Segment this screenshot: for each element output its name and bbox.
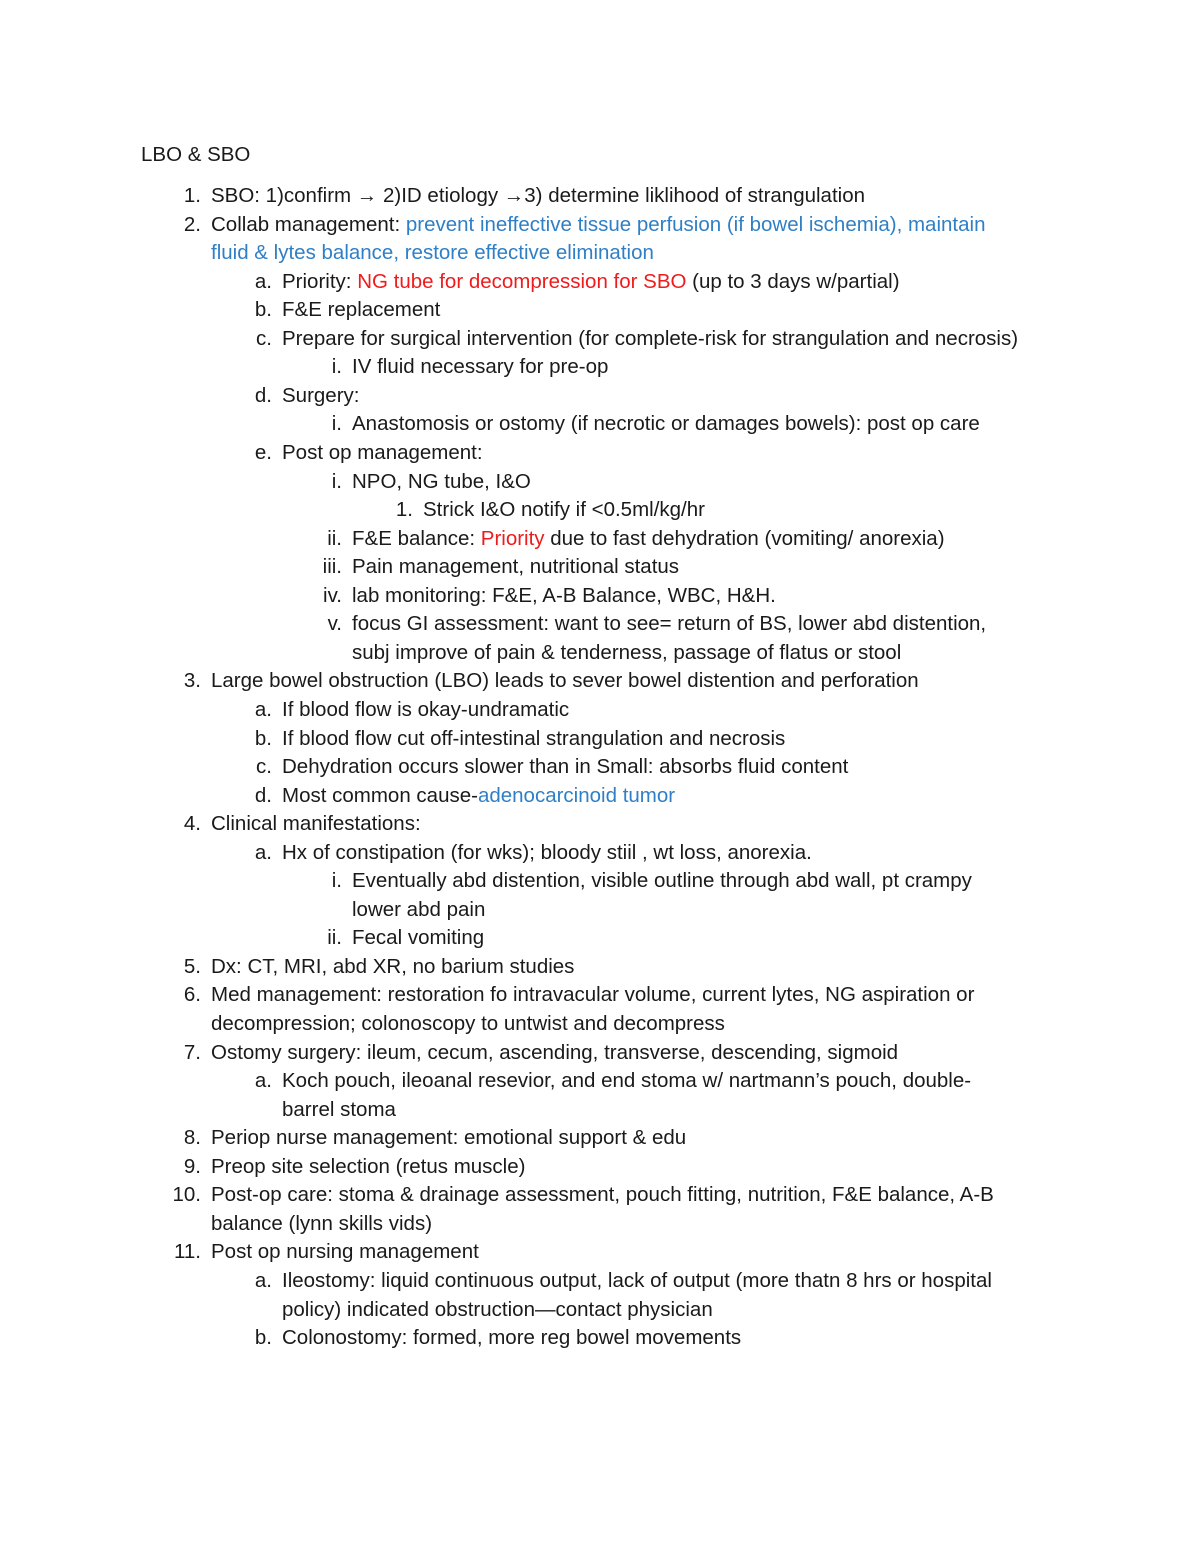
list-marker: ii. <box>327 526 342 550</box>
highlighted-text-red: Priority <box>480 526 545 550</box>
outline-item-level-3 <box>327 610 987 638</box>
text-segment: Anastomosis or ostomy (if necrotic or damages bowels): post op care <box>352 412 980 436</box>
outline-item-level-3 <box>331 410 980 438</box>
text-segment: Med management: restoration fo intravacular volume, current lytes, NG aspiration or <box>211 983 975 1007</box>
outline-item-level-2 <box>254 782 676 810</box>
outline-item-level-2 <box>254 1067 972 1095</box>
text-segment: (up to 3 days w/partial) <box>686 269 900 293</box>
text-segment: NPO, NG tube, I&O <box>352 469 531 493</box>
list-marker: d. <box>254 783 272 807</box>
text-segment: barrel stoma <box>282 1097 396 1121</box>
list-marker: i. <box>331 469 342 493</box>
outline-item-level-2 <box>254 839 812 867</box>
list-marker: 2. <box>183 212 201 236</box>
text-segment: Preop site selection (retus muscle) <box>211 1154 526 1178</box>
list-marker: 4. <box>183 812 201 836</box>
list-marker: a. <box>254 1268 272 1292</box>
text-segment: Colonostomy: formed, more reg bowel movements <box>282 1326 742 1349</box>
text-segment: If blood flow is okay-undramatic <box>282 697 570 721</box>
list-marker: d. <box>254 383 272 407</box>
text-segment: lab monitoring: F&E, A-B Balance, WBC, H&H. <box>352 583 776 607</box>
outline-item-level-2 <box>254 382 360 410</box>
outline-item-level-1 <box>174 1238 479 1266</box>
text-segment: F&E replacement <box>282 298 441 322</box>
text-segment: focus GI assessment: want to see= return of BS, lower abd distention, <box>352 612 987 636</box>
text-segment: Clinical manifestations: <box>211 812 421 836</box>
list-marker: b. <box>254 298 272 322</box>
outline-item-level-2 <box>256 325 1019 353</box>
list-marker: 9. <box>183 1154 201 1178</box>
list-marker: 10. <box>172 1183 201 1207</box>
outline-item-level-4 <box>395 496 705 524</box>
text-segment: subj improve of pain & tenderness, passage of flatus or stool <box>352 640 902 664</box>
outline-item-level-3 <box>327 924 485 952</box>
text-segment: Prepare for surgical intervention (for complete-risk for strangulation and necrosis) <box>282 326 1019 350</box>
outline-item-level-2 <box>254 439 483 467</box>
highlighted-text-blue: prevent ineffective tissue perfusion (if bowel ischemia), maintain <box>405 212 986 236</box>
outline-item-level-3 <box>352 639 901 667</box>
highlighted-text-blue: fluid & lytes balance, restore effective elimination <box>211 241 654 265</box>
text-segment: Large bowel obstruction (LBO) leads to sever bowel distention and perforation <box>211 669 919 693</box>
text-segment: Dehydration occurs slower than in Small: absorbs fluid content <box>282 755 849 778</box>
list-marker: 11. <box>174 1240 201 1264</box>
text-segment: Most common cause- <box>282 783 478 807</box>
text-segment: Dx: CT, MRI, abd XR, no barium studies <box>211 954 575 978</box>
text-segment: due to fast dehydration (vomiting/ anorexia) <box>544 526 945 550</box>
list-marker: 6. <box>183 983 201 1007</box>
outline-item-level-2 <box>256 753 849 781</box>
outline-item-level-1 <box>211 1010 725 1038</box>
list-marker: 3. <box>183 669 201 693</box>
outline-item-level-3 <box>323 582 776 610</box>
outline-item-level-2 <box>254 725 786 753</box>
outline-item-level-1 <box>183 981 975 1009</box>
list-marker: 8. <box>183 1126 201 1150</box>
text-segment: Hx of constipation (for wks); bloody stiil , wt loss, anorexia. <box>282 840 812 864</box>
list-marker: b. <box>254 726 272 750</box>
outline-item-level-3 <box>331 867 972 895</box>
list-marker: iv. <box>323 583 342 607</box>
list-marker: i. <box>331 355 342 379</box>
list-marker: e. <box>254 440 272 464</box>
text-segment: If blood flow cut off-intestinal strangulation and necrosis <box>282 726 786 750</box>
outline-item-level-1 <box>183 211 986 239</box>
list-marker: c. <box>256 755 272 778</box>
text-segment: Surgery: <box>282 383 360 407</box>
outline-item-level-1 <box>183 182 866 210</box>
outline-item-level-1 <box>172 1181 994 1209</box>
text-segment: Pain management, nutritional status <box>352 555 680 579</box>
outline-item-level-3 <box>331 353 609 381</box>
outline-item-level-1 <box>183 1039 899 1067</box>
text-segment: Priority: <box>282 269 358 293</box>
text-segment: Fecal vomiting <box>352 926 485 950</box>
text-segment: Ostomy surgery: ileum, cecum, ascending, transverse, descending, sigmoid <box>211 1040 899 1064</box>
list-marker: v. <box>327 612 342 636</box>
text-segment: IV fluid necessary for pre-op <box>352 355 609 379</box>
text-segment: Eventually abd distention, visible outline through abd wall, pt crampy <box>352 869 972 893</box>
outline-item-level-2 <box>254 1267 992 1295</box>
outline-item-level-2 <box>282 1296 713 1324</box>
text-segment: lower abd pain <box>352 897 486 921</box>
list-marker: a. <box>254 840 272 864</box>
list-marker: i. <box>331 412 342 436</box>
outline-item-level-1 <box>183 1124 687 1152</box>
list-marker: c. <box>256 326 272 350</box>
list-marker: b. <box>254 1326 272 1349</box>
list-marker: ii. <box>327 926 342 950</box>
list-marker: 1. <box>183 184 201 207</box>
list-marker: 7. <box>183 1040 201 1064</box>
text-segment: Periop nurse management: emotional support & edu <box>211 1126 687 1150</box>
outline-item-level-3 <box>322 553 680 581</box>
outline-item-level-1 <box>183 1153 526 1181</box>
text-segment: Post-op care: stoma & drainage assessment, pouch fitting, nutrition, F&E balance, A-B <box>211 1183 994 1207</box>
text-segment: decompression; colonoscopy to untwist and decompress <box>211 1012 725 1035</box>
outline-item-level-2 <box>254 296 441 324</box>
outline-item-level-3 <box>327 525 945 553</box>
page-title: LBO & SBO <box>141 143 251 166</box>
outline-item-level-2 <box>254 1324 742 1352</box>
outline-item-level-1 <box>211 239 654 267</box>
text-segment: Strick I&O notify if <0.5ml/kg/hr <box>423 498 705 522</box>
list-marker: 1. <box>395 498 413 522</box>
outline-item-level-2 <box>254 696 570 724</box>
text-segment: SBO: 1)confirm → 2)ID etiology →3) determine liklihood of strangulation <box>211 184 866 207</box>
text-segment: policy) indicated obstruction—contact physician <box>282 1297 713 1321</box>
outline-item-level-3 <box>331 468 531 496</box>
outline-item-level-3 <box>352 896 485 924</box>
text-segment: Post op management: <box>282 440 483 464</box>
list-marker: a. <box>254 1069 272 1093</box>
outline-item-level-1 <box>183 667 919 695</box>
list-marker: i. <box>331 869 342 893</box>
outline-item-level-1 <box>183 810 421 838</box>
text-segment: Collab management: <box>211 212 406 236</box>
outline-item-level-2 <box>282 1096 396 1124</box>
text-segment: balance (lynn skills vids) <box>211 1211 433 1235</box>
list-marker: a. <box>254 269 272 293</box>
text-segment: Ileostomy: liquid continuous output, lack of output (more thatn 8 hrs or hospital <box>282 1268 992 1292</box>
outline-item-level-2 <box>254 268 900 296</box>
list-marker: 5. <box>183 954 201 978</box>
highlighted-text-blue: adenocarcinoid tumor <box>477 783 676 807</box>
text-segment: Koch pouch, ileoanal resevior, and end stoma w/ nartmann’s pouch, double- <box>282 1069 972 1093</box>
list-marker: iii. <box>322 555 342 579</box>
list-marker: a. <box>254 697 272 721</box>
text-segment: F&E balance: <box>352 526 481 550</box>
outline-item-level-1 <box>183 953 575 981</box>
highlighted-text-red: NG tube for decompression for SBO <box>357 269 687 293</box>
outline-item-level-1 <box>211 1210 432 1238</box>
text-segment: Post op nursing management <box>211 1240 479 1264</box>
